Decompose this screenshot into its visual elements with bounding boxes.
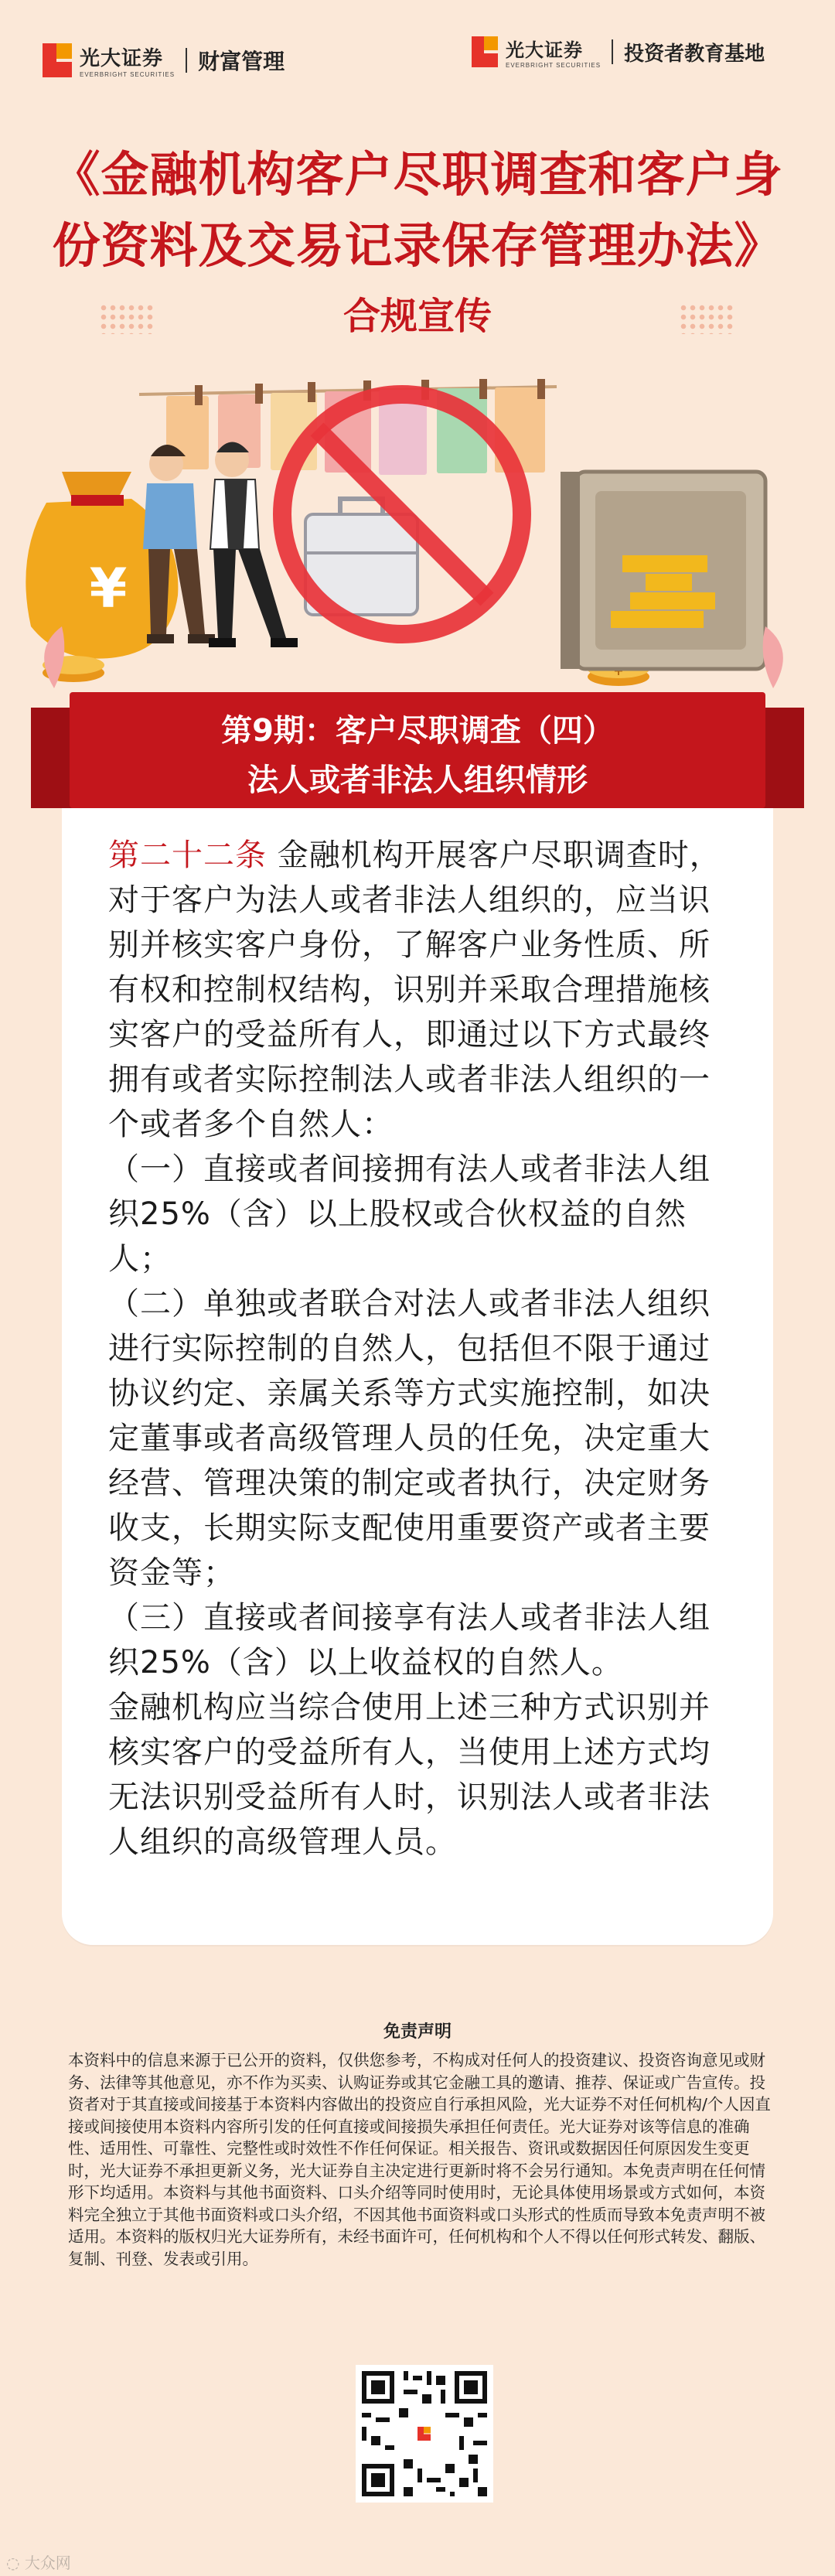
everbright-wealth-logo	[43, 43, 285, 78]
banner-issue-title: 第9期：客户尽职调查（四）	[221, 713, 614, 749]
everbright-logo-icon	[472, 36, 498, 67]
logo-divider	[612, 39, 613, 64]
logo-brand-cn: 光大证券	[80, 47, 164, 70]
article-conclusion: 金融机构应当综合使用上述三种方式识别并核实客户的受益所有人，当使用上述方式均无法识别受益所有人时，识别法人或者非法人组织的高级管理人员。	[108, 1690, 711, 1860]
logo-sub-label: 投资者教育基地	[624, 42, 765, 66]
article-intro: 金融机构开展客户尽职调查时，对于客户为法人或者非法人组织的，应当识别并核实客户身份，了解客户业务性质、所有权和控制权结构，识别并采取合理措施核实客户的受益所有人，即通过以下方式最终拥有或者实际控制法人或者非法人组织的一个或者多个自然人：	[108, 838, 721, 1142]
header	[0, 31, 835, 101]
disclaimer-title: 免责声明	[383, 2022, 452, 2042]
everbright-logo-icon	[43, 43, 72, 77]
watermark-icon: ◌	[6, 2554, 20, 2572]
regulation-text-card	[62, 808, 773, 1945]
logo-brand-en: EVERBRIGHT SECURITIES	[506, 62, 602, 69]
title-line-2: 份资料及交易记录保存管理办法》	[52, 217, 783, 274]
logo-brand-cn: 光大证券	[506, 39, 583, 61]
safe-icon	[561, 472, 765, 669]
regulation-text	[108, 833, 734, 1865]
watermark-text: 大众网	[24, 2554, 71, 2572]
logo-sub-label: 财富管理	[198, 49, 285, 74]
compliance-illustration	[0, 379, 835, 688]
article-number: 第二十二条	[108, 838, 267, 873]
subtitle: 合规宣传	[343, 295, 492, 338]
disclaimer-body: 本资料中的信息来源于已公开的资料，仅供您参考，不构成对任何人的投资建议、投资咨询意见或财务、法律等其他意见，亦不作为买卖、认购证券或其它金融工具的邀请、推荐、保证或广告宣传。投资者对于其直接或间接基于本资料内容做出的投资应自行承担风险，光大证券不对任何机构/个人因直接或间接使用本资料内容所引发的任何直接或间接损失承担任何责任。光大证券对该等信息的准确性、适用性、可靠性、完整性或时效性不作任何保证。相关报告、资讯或数据因任何原因发生变更时，光大证券不承担更新义务，光大证券自主决定进行更新时将不会另行通知。本免责声明在任何情形下均适用。本资料与其他书面资料、口头介绍等同时使用时，无论具体使用场景或方式如何，本资料完全独立于其他书面资料或口头介绍，不因其他书面资料或口头形式的性质而导致本免责声明不被适用。本资料的版权归光大证券所有，未经书面许可，任何机构和个人不得以任何形式转发、翻版、复制、刊登、发表或引用。	[68, 2051, 771, 2268]
watermark	[6, 2550, 71, 2573]
article-item-2: （二）单独或者联合对法人或者非法人组织进行实际控制的自然人，包括但不限于通过协议约定、亲属关系等方式实施控制，如决定董事或者高级管理人员的任免，决定重大经营、管理决策的制定或者执行，决定财务收支，长期实际支配使用重要资产或者主要资金等；	[108, 1286, 711, 1591]
issue-banner	[70, 692, 765, 808]
money-bag-symbol: ¥	[89, 557, 128, 620]
investor-education-logo	[472, 35, 765, 69]
article-item-3: （三）直接或者间接享有法人或者非法人组织25%（含）以上收益权的自然人。	[108, 1600, 711, 1680]
logo-divider	[186, 48, 187, 73]
logo-brand-en: EVERBRIGHT SECURITIES	[80, 71, 176, 78]
title-line-1: 《金融机构客户尽职调查和客户身	[52, 146, 783, 203]
person-carrying-icon	[143, 445, 215, 643]
qr-center-logo-icon	[413, 2422, 436, 2445]
article-paragraph	[108, 833, 734, 1147]
qr-code[interactable]	[356, 2365, 493, 2503]
article-item-1: （一）直接或者间接拥有法人或者非法人组织25%（含）以上股权或合伙权益的自然人；	[108, 1152, 711, 1277]
page-title	[0, 139, 835, 281]
banner-issue-subtitle: 法人或者非法人组织情形	[247, 763, 588, 798]
